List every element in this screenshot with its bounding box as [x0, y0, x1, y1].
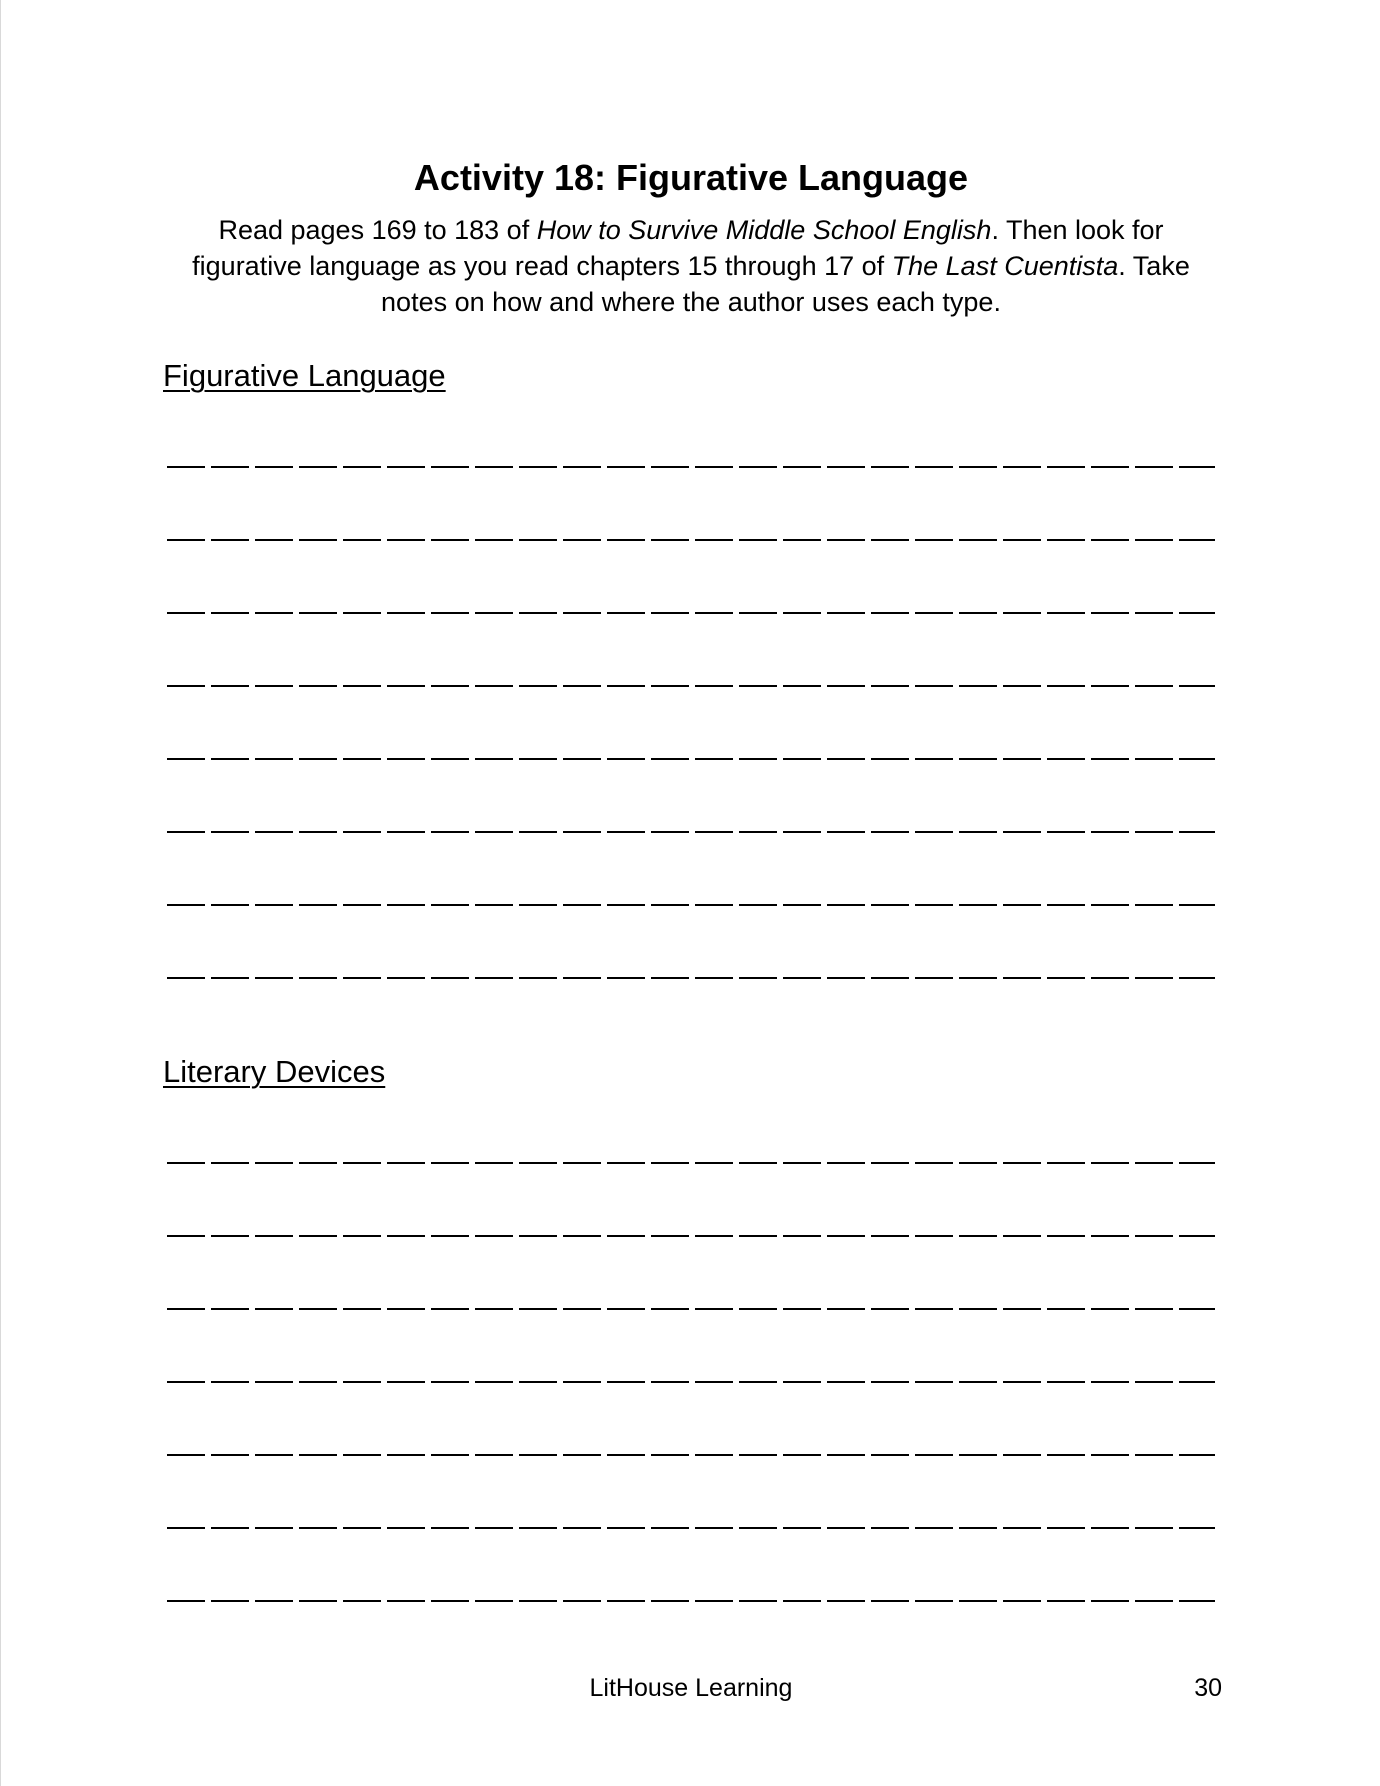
answer-line[interactable] — [167, 614, 1215, 687]
answer-line[interactable] — [167, 468, 1215, 541]
section-heading-figurative-language: Figurative Language — [163, 358, 446, 393]
answer-line[interactable] — [167, 687, 1215, 760]
answer-line[interactable] — [167, 906, 1215, 979]
answer-line[interactable] — [167, 1091, 1215, 1164]
literary-devices-answer-lines — [167, 1091, 1215, 1602]
answer-line[interactable] — [167, 1310, 1215, 1383]
figurative-language-answer-lines — [167, 395, 1215, 979]
instructions-text-3: . Take notes on how and where the author uses each type. — [381, 251, 1190, 317]
section-heading-literary-devices: Literary Devices — [163, 1054, 386, 1089]
answer-line[interactable] — [167, 833, 1215, 906]
instructions-text-1: Read pages 169 to 183 of — [218, 215, 537, 245]
answer-line[interactable] — [167, 1164, 1215, 1237]
answer-line[interactable] — [167, 1237, 1215, 1310]
book-title-2: The Last Cuentista — [891, 251, 1119, 281]
answer-line[interactable] — [167, 541, 1215, 614]
page-number: 30 — [1194, 1674, 1222, 1702]
instructions-text-2: . Then look for figurative language as you read chapters 15 through 17 of — [192, 215, 1164, 281]
answer-line[interactable] — [167, 395, 1215, 468]
answer-line[interactable] — [167, 1456, 1215, 1529]
page-title: Activity 18: Figurative Language — [413, 157, 969, 198]
answer-line[interactable] — [167, 1383, 1215, 1456]
footer-publisher: LitHouse Learning — [589, 1674, 793, 1702]
instructions — [171, 212, 1211, 320]
answer-line[interactable] — [167, 1529, 1215, 1602]
answer-line[interactable] — [167, 760, 1215, 833]
book-title-1: How to Survive Middle School English — [536, 215, 992, 245]
